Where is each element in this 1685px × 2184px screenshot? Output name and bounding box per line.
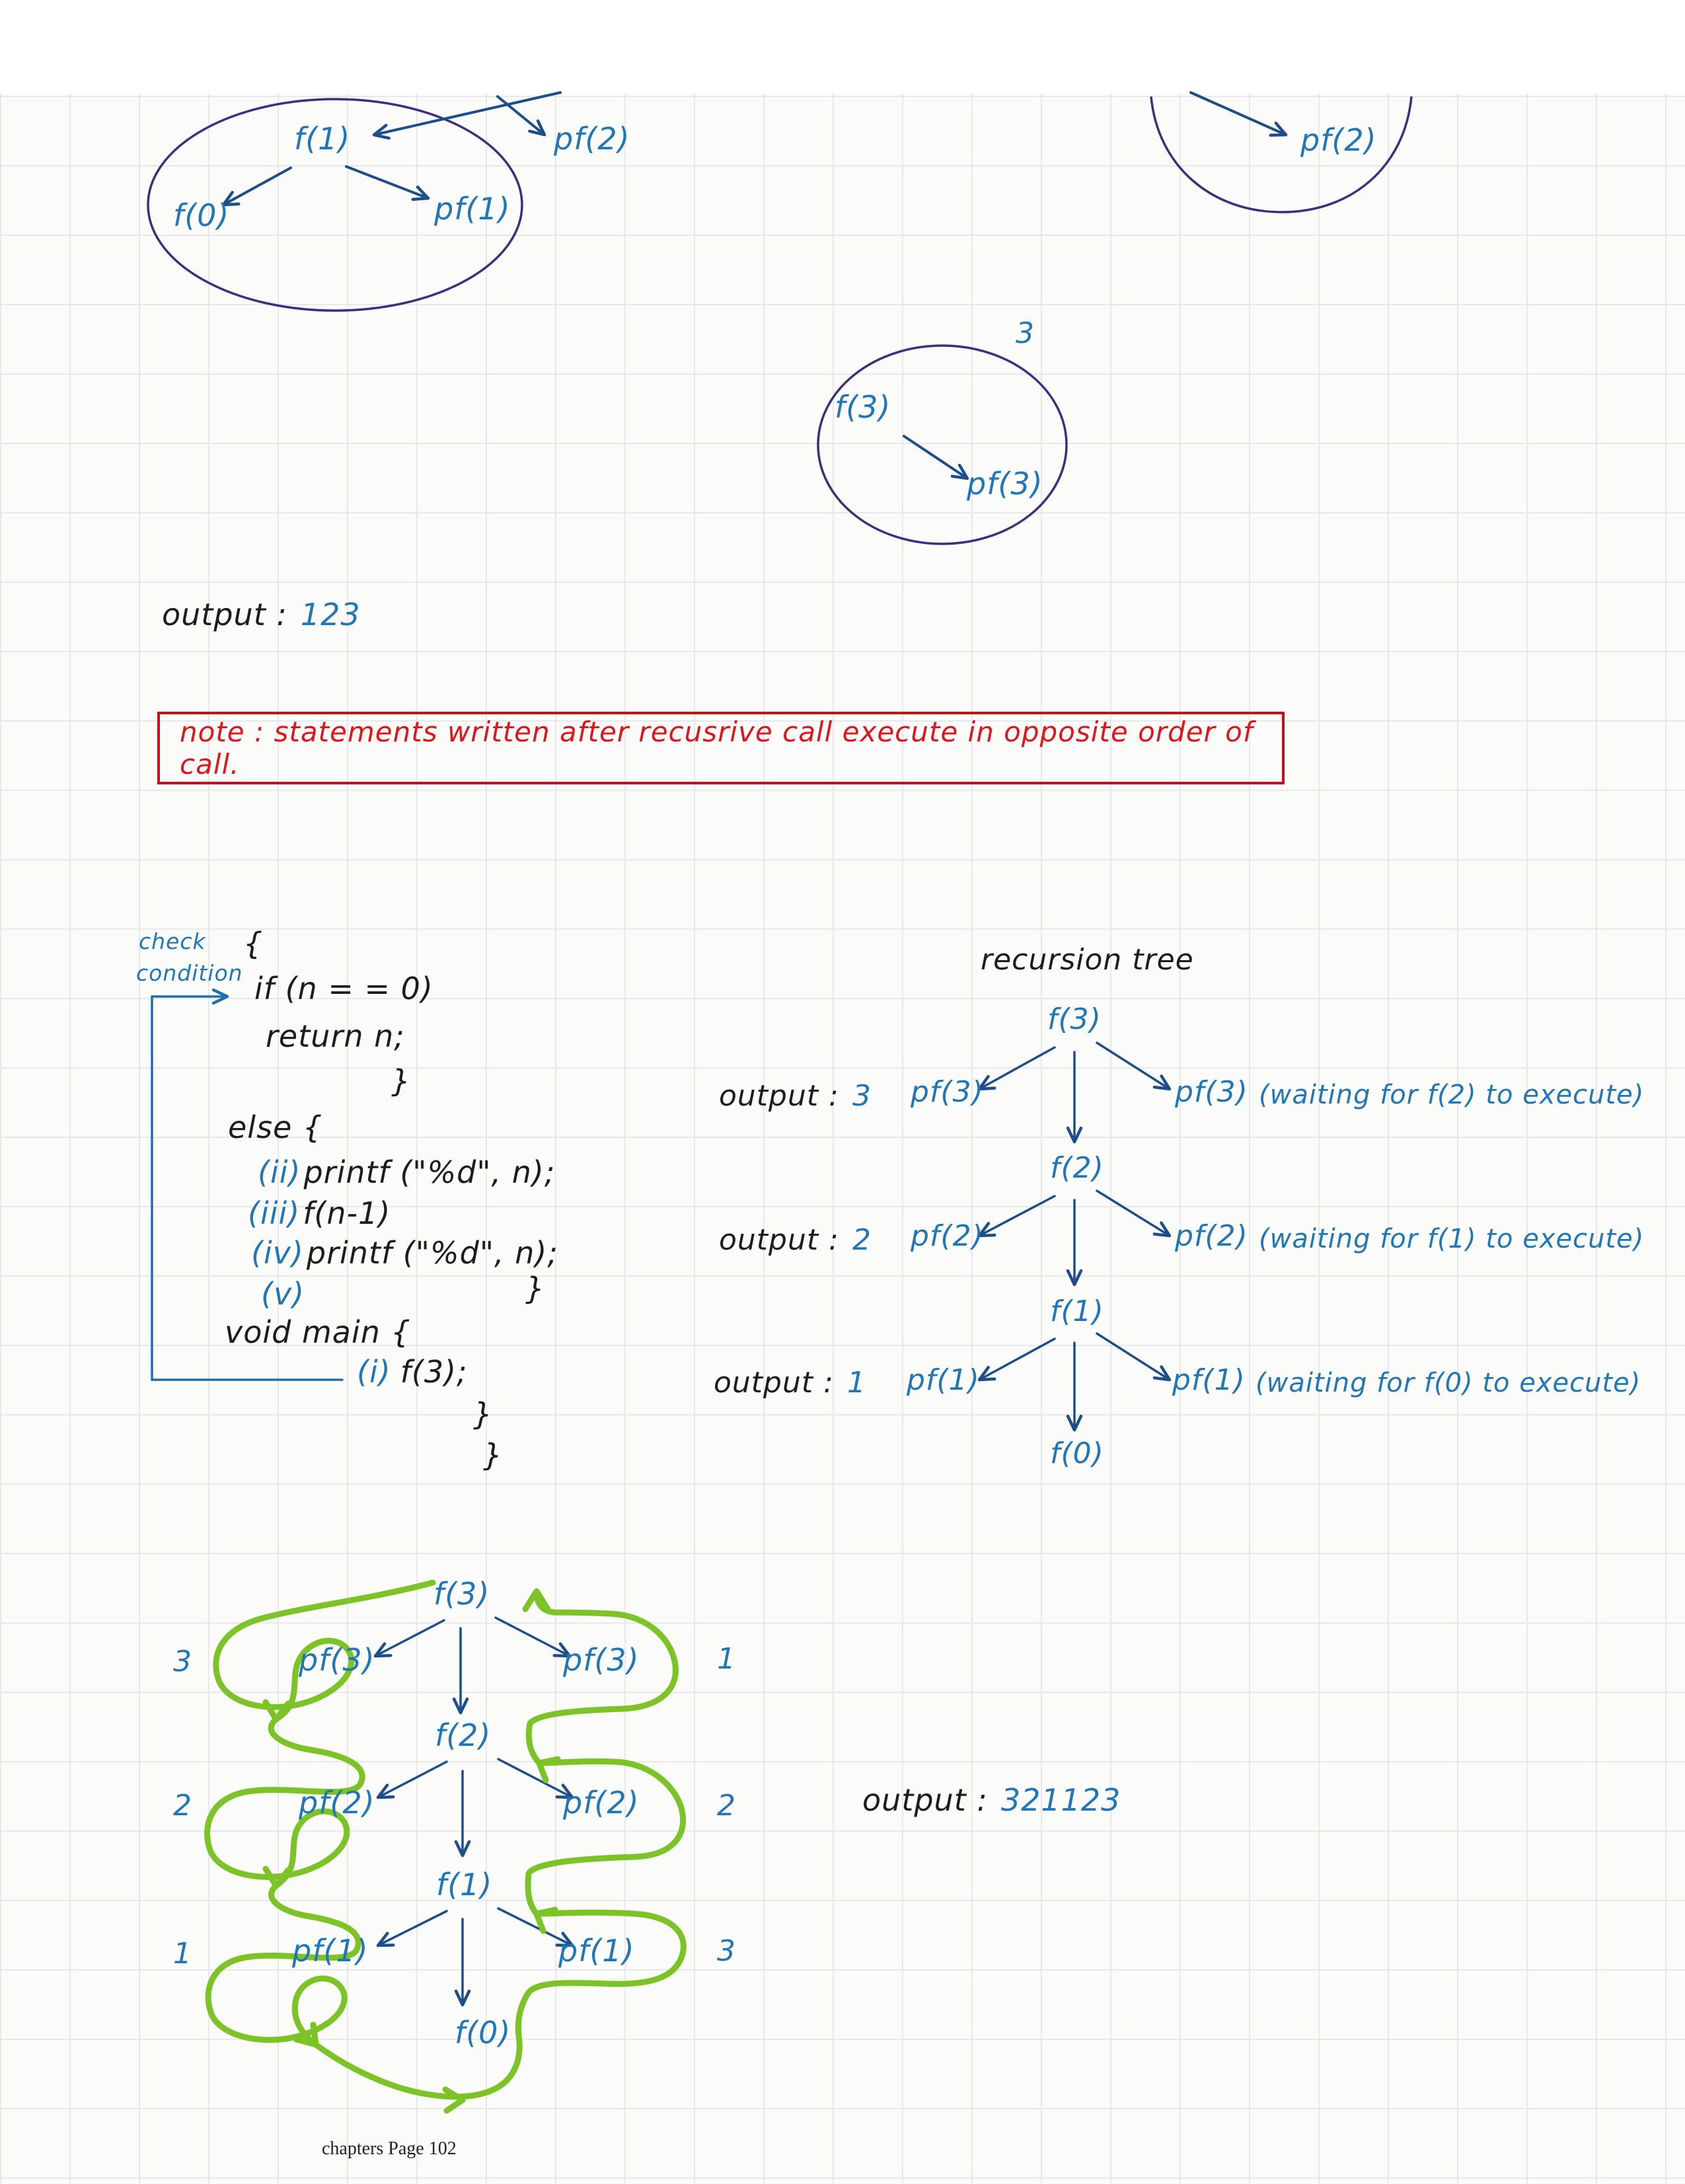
code-close-brace-outer: } [483, 1437, 504, 1473]
tree-node-f3: f(3) [1047, 1002, 1102, 1036]
code-step-v [261, 1278, 307, 1310]
step-text: f(n-1) [303, 1195, 391, 1231]
trace-pf3-right: pf(3) [563, 1642, 640, 1678]
top-arrows [223, 93, 1286, 478]
green-arrowhead-icon [537, 1910, 555, 1931]
tree-pf2-left: pf(2) [911, 1219, 984, 1253]
arrow-f1-f0 [223, 168, 291, 205]
note-text: note : statements written after recusrive call execute in opposite order of call. [180, 716, 1254, 780]
recursion-tree-title: recursion tree [981, 943, 1194, 977]
tree-pf3-left: pf(3) [911, 1075, 984, 1109]
code-step-ii [258, 1156, 555, 1188]
f3-group-ellipse [818, 346, 1067, 544]
trace-pf2-left: pf(2) [299, 1785, 375, 1821]
trace-node-f1: f(1) [436, 1867, 493, 1902]
tree-arrow-f3-pf3-right [1097, 1043, 1170, 1089]
tree-output-row [719, 1225, 872, 1256]
step-text: printf ("%d", n); [303, 1154, 556, 1190]
arrow-into-f1 [374, 93, 560, 135]
trace-tree-arrows [375, 1618, 572, 2005]
tree-waiting-note: (waiting for f(0) to execute) [1255, 1368, 1641, 1398]
tree-arrow-f2-pf2-right [1097, 1191, 1170, 1236]
step-number: (iv) [251, 1235, 304, 1271]
output-second [862, 1784, 1121, 1816]
tree-node-f1: f(1) [1050, 1295, 1104, 1328]
code-brace-after-return: } [391, 1063, 412, 1099]
trace-pf3-left: pf(3) [299, 1642, 375, 1678]
code-brace-after-steps: } [525, 1271, 546, 1306]
step-number: (v) [261, 1276, 305, 1312]
recursion-tree-arrows [979, 1043, 1170, 1430]
tree-output-row [719, 1081, 872, 1111]
code-call-line [357, 1356, 468, 1388]
tree-leaf-f0: f(0) [1050, 1437, 1104, 1470]
trace-leaf-f0: f(0) [455, 2015, 511, 2051]
trace-root-f3: f(3) [433, 1576, 490, 1612]
node-pf2-right: pf(2) [1300, 122, 1377, 158]
code-if-line: if (n = = 0) [254, 971, 433, 1006]
tree-arrow-f1-pf1-right [1097, 1334, 1170, 1380]
code-step-iii [248, 1197, 391, 1229]
trace-right-num: 3 [717, 1934, 736, 1968]
node-pf2-center: pf(2) [554, 121, 630, 157]
tree-pf2-right: pf(2) [1175, 1219, 1248, 1253]
code-return-line: return n; [266, 1018, 405, 1054]
tree-arrow-f2-pf2-left [979, 1196, 1055, 1236]
output-label: output : [719, 1079, 839, 1113]
trace-right-num: 2 [717, 1789, 736, 1823]
output-label: output : [714, 1366, 834, 1400]
step-number: (iii) [248, 1195, 301, 1231]
tree-node-f2: f(2) [1050, 1151, 1104, 1185]
output-label: output : [719, 1223, 839, 1257]
tree-pf1-right: pf(1) [1172, 1363, 1246, 1397]
trace-right-num: 1 [717, 1642, 736, 1676]
trace-pf1-right: pf(1) [558, 1933, 635, 1969]
annotation-condition: condition [136, 960, 243, 986]
arrow-f3-pf3 [904, 436, 967, 478]
circled-groups [148, 96, 1411, 544]
tree-pf3-right: pf(3) [1175, 1075, 1248, 1109]
page-footer: chapters Page 102 [322, 2138, 457, 2159]
note-box [157, 712, 1285, 784]
output-value: 3 [852, 1079, 872, 1113]
step-number: (ii) [258, 1154, 301, 1190]
tree-output-row [714, 1368, 866, 1398]
trace-arrow-f1-pf1-left [378, 1911, 447, 1945]
code-open-brace: { [243, 926, 264, 961]
count-3: 3 [1016, 317, 1035, 350]
node-pf1: pf(1) [434, 191, 511, 227]
green-arrowhead-icon [445, 2090, 463, 2111]
trace-left-num: 2 [173, 1789, 192, 1823]
trace-left-num: 1 [173, 1937, 192, 1971]
code-main-line: void main { [225, 1314, 411, 1350]
green-arrowhead-icon [539, 1759, 558, 1780]
output-label: output : [162, 597, 287, 632]
tree-arrow-f1-pf1-left [979, 1339, 1055, 1380]
trace-left-num: 3 [173, 1645, 192, 1678]
step-text: printf ("%d", n); [306, 1235, 558, 1271]
tree-waiting-note: (waiting for f(1) to execute) [1259, 1224, 1645, 1254]
code-step-iv [251, 1237, 558, 1269]
node-f0: f(0) [173, 198, 230, 233]
trace-node-f2: f(2) [435, 1717, 492, 1753]
code-close-brace-inner: } [473, 1396, 494, 1432]
node-pf3: pf(3) [967, 466, 1043, 502]
output-value: 2 [852, 1223, 872, 1257]
trace-pf2-right: pf(2) [563, 1785, 640, 1821]
output-value: 321123 [1000, 1782, 1121, 1818]
arrow-into-pf2-right [1191, 93, 1286, 135]
tree-pf1-left: pf(1) [907, 1363, 980, 1397]
code-else-line: else { [228, 1110, 323, 1145]
trace-pf1-left: pf(1) [292, 1933, 369, 1969]
trace-arrow-f3-pf3-left [375, 1620, 444, 1656]
trace-arrow-f2-pf2-left [378, 1762, 447, 1797]
tree-waiting-note: (waiting for f(2) to execute) [1259, 1080, 1645, 1110]
output-value: 123 [300, 597, 361, 632]
node-f3: f(3) [835, 389, 891, 425]
step-number: (i) [357, 1354, 391, 1390]
trace-arrow-f3-pf3-right [496, 1618, 570, 1656]
tree-arrow-f3-pf3-left [979, 1047, 1055, 1089]
node-f1: f(1) [294, 121, 351, 157]
output-label: output : [862, 1782, 988, 1818]
arrow-f1-pf1 [346, 167, 428, 198]
output-first [162, 599, 361, 630]
call-text: f(3); [400, 1354, 468, 1390]
annotation-check: check [139, 928, 206, 954]
output-value: 1 [846, 1366, 866, 1400]
